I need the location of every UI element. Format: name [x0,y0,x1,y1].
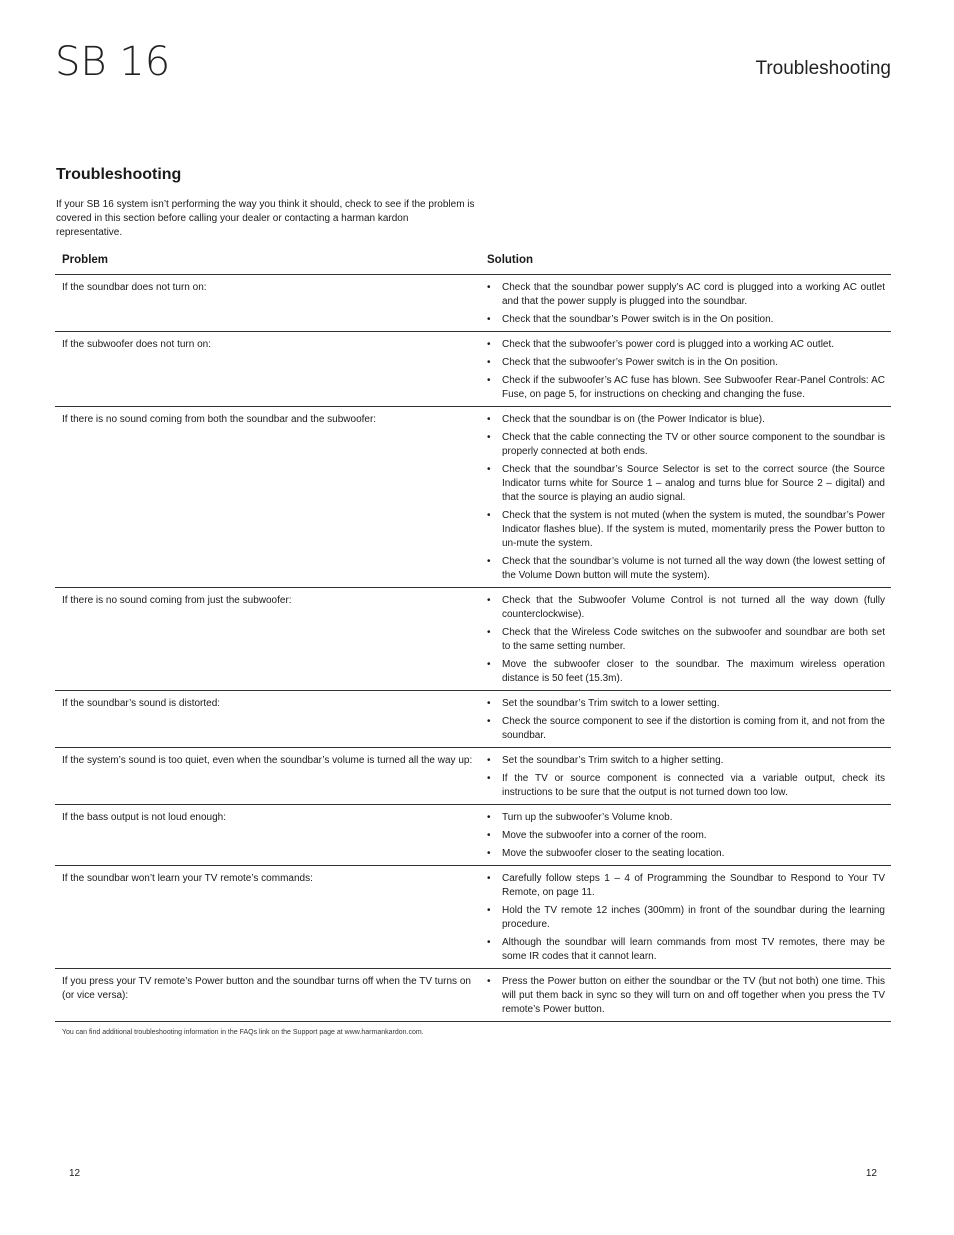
solution-text: Check that the cable connecting the TV or other source component to the soundbar is properly connected at both ends. [502,432,885,457]
solution-text: Check that the soundbar’s Source Selector is set to the correct source (the Source Indicator turns white for Source 1 – analog and turns blue for Source 2 – digital) and that the source is playing an audio signal. [502,464,885,503]
section-header: Troubleshooting [755,58,891,79]
solution-item [487,697,885,711]
solution-text: Carefully follow steps 1 – 4 of Programming the Soundbar to Respond to Your TV Remote, on page 11. [502,873,885,898]
solution-item [487,904,885,932]
problem-cell: If the system’s sound is too quiet, even when the soundbar’s volume is turned all the way up: [55,748,480,805]
solution-text: Check that the subwoofer’s power cord is plugged into a working AC outlet. [502,339,835,350]
solution-text: Press the Power button on either the soundbar or the TV (but not both) one time. This will put them back in sync so they will turn on and off together when you press the TV remote’s Power button. [502,976,885,1015]
solution-text: Set the soundbar’s Trim switch to a lower setting. [502,698,720,709]
solution-column-header: Solution [480,247,891,275]
solution-text: Check the source component to see if the distortion is coming from it, and not from the soundbar. [502,716,885,741]
solution-item [487,626,885,654]
solution-item [487,847,885,861]
bullet-icon: • [487,716,491,727]
solution-list [487,281,885,327]
solution-text: Although the soundbar will learn commands from most TV remotes, there may be some IR codes that it cannot learn. [502,937,885,962]
table-row [55,332,891,407]
solution-cell [480,805,891,866]
table-row [55,969,891,1022]
problem-column-header: Problem [55,247,480,275]
problem-cell: If there is no sound coming from both the soundbar and the subwoofer: [55,407,480,588]
solution-text: Check that the soundbar’s Power switch is in the On position. [502,314,774,325]
model-name: SB 16 [55,39,171,85]
solution-text: Turn up the subwoofer’s Volume knob. [502,812,673,823]
solution-item [487,975,885,1017]
bullet-icon: • [487,414,491,425]
solution-list [487,975,885,1017]
solution-item [487,754,885,768]
table-body [55,275,891,1022]
problem-cell: If the soundbar’s sound is distorted: [55,691,480,748]
bullet-icon: • [487,873,491,884]
problem-cell: If the soundbar won’t learn your TV remote’s commands: [55,866,480,969]
solution-text: Move the subwoofer closer to the seating location. [502,848,725,859]
solution-item [487,936,885,964]
solution-cell [480,866,891,969]
solution-cell [480,969,891,1022]
solution-list [487,594,885,686]
solution-item [487,374,885,402]
solution-item [487,829,885,843]
solution-cell [480,691,891,748]
table-row [55,275,891,332]
solution-item [487,431,885,459]
problem-cell: If the soundbar does not turn on: [55,275,480,332]
solution-cell [480,275,891,332]
solution-item [487,594,885,622]
bullet-icon: • [487,905,491,916]
solution-list [487,697,885,743]
solution-cell [480,332,891,407]
table-row [55,691,891,748]
bullet-icon: • [487,282,491,293]
bullet-icon: • [487,848,491,859]
bullet-icon: • [487,812,491,823]
solution-item [487,772,885,800]
bullet-icon: • [487,375,491,386]
bullet-icon: • [487,976,491,987]
bullet-icon: • [487,773,491,784]
solution-item [487,872,885,900]
table-row [55,588,891,691]
solution-text: Check that the Subwoofer Volume Control is not turned all the way down (fully counterclockwise). [502,595,885,620]
solution-list [487,811,885,861]
solution-list [487,413,885,583]
bullet-icon: • [487,314,491,325]
solution-text: Set the soundbar’s Trim switch to a higher setting. [502,755,724,766]
bullet-icon: • [487,659,491,670]
table-row [55,866,891,969]
problem-cell: If you press your TV remote’s Power button and the soundbar turns off when the TV turns on (or vice versa): [55,969,480,1022]
bullet-icon: • [487,339,491,350]
bullet-icon: • [487,432,491,443]
page-title: Troubleshooting [56,166,182,183]
solution-text: Check that the soundbar is on (the Power Indicator is blue). [502,414,765,425]
problem-cell: If there is no sound coming from just the subwoofer: [55,588,480,691]
solution-item [487,555,885,583]
bullet-icon: • [487,595,491,606]
solution-item [487,463,885,505]
page-number-left: 12 [69,1168,81,1179]
solution-item [487,281,885,309]
bullet-icon: • [487,464,491,475]
problem-cell: If the subwoofer does not turn on: [55,332,480,407]
solution-text: Hold the TV remote 12 inches (300mm) in front of the soundbar during the learning procedure. [502,905,885,930]
solution-cell [480,748,891,805]
troubleshooting-table [55,247,891,1022]
bullet-icon: • [487,755,491,766]
bullet-icon: • [487,556,491,567]
solution-item [487,413,885,427]
solution-text: Check that the system is not muted (when the system is muted, the soundbar’s Power Indicator flashes blue). If the system is muted, momentarily press the Power button to un-mute the system. [502,510,885,549]
solution-item [487,313,885,327]
solution-list [487,754,885,800]
problem-cell: If the bass output is not loud enough: [55,805,480,866]
solution-item [487,338,885,352]
solution-item [487,356,885,370]
solution-item [487,715,885,743]
solution-text: Check that the soundbar power supply’s AC cord is plugged into a working AC outlet and that the power supply is plugged into the soundbar. [502,282,885,307]
solution-list [487,872,885,964]
solution-cell [480,407,891,588]
bullet-icon: • [487,698,491,709]
footnote: You can find additional troubleshooting information in the FAQs link on the Support page at www.harmankardon.com. [62,1029,424,1036]
solution-text: Check if the subwoofer’s AC fuse has blown. See Subwoofer Rear-Panel Controls: AC Fuse, on page 5, for instructions on checking and changing the fuse. [502,375,885,400]
table-row [55,748,891,805]
bullet-icon: • [487,830,491,841]
solution-item [487,658,885,686]
solution-text: Check that the Wireless Code switches on the subwoofer and soundbar are both set to the same setting number. [502,627,885,652]
solution-cell [480,588,891,691]
solution-text: Move the subwoofer closer to the soundbar. The maximum wireless operation distance is 50 feet (15.3m). [502,659,885,684]
solution-text: Check that the subwoofer’s Power switch is in the On position. [502,357,778,368]
bullet-icon: • [487,357,491,368]
bullet-icon: • [487,510,491,521]
solution-item [487,811,885,825]
table-row [55,407,891,588]
solution-text: Move the subwoofer into a corner of the room. [502,830,707,841]
solution-text: If the TV or source component is connected via a variable output, check its instructions to be sure that the output is not turned down too low. [502,773,885,798]
solution-text: Check that the soundbar’s volume is not turned all the way down (the lowest setting of the Volume Down button will mute the system). [502,556,885,581]
bullet-icon: • [487,627,491,638]
table-header-row [55,247,891,275]
bullet-icon: • [487,937,491,948]
solution-list [487,338,885,402]
intro-paragraph: If your SB 16 system isn’t performing the way you think it should, check to see if the problem is covered in this section before calling your dealer or contacting a harman kardon representative. [56,199,475,238]
solution-item [487,509,885,551]
page-number-right: 12 [865,1168,877,1179]
table-row [55,805,891,866]
